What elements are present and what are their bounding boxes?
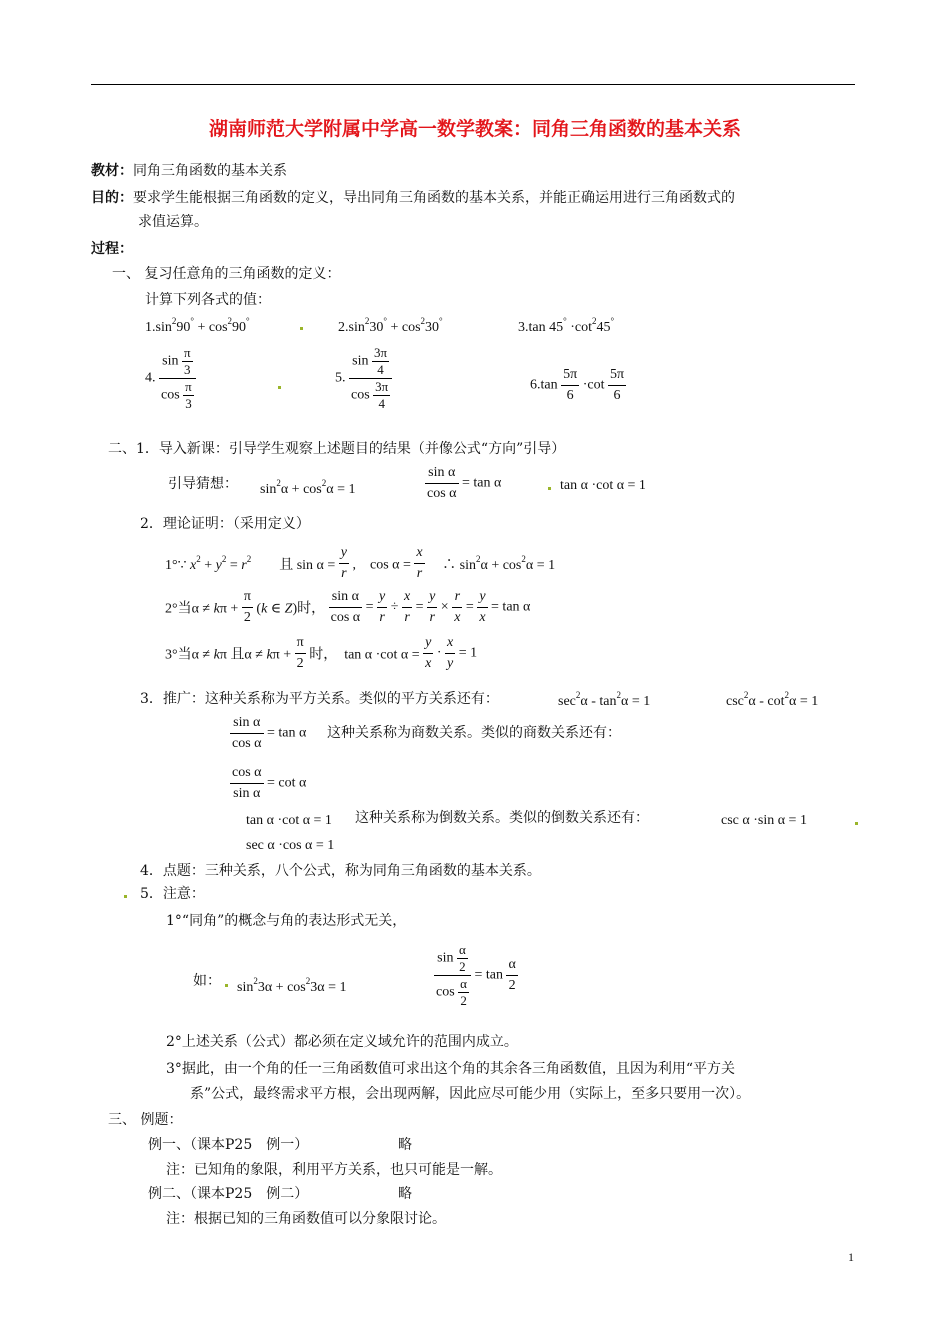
exercise-1: $1.\sin^290^\circ + \cos^290^\circ$ xyxy=(145,316,250,335)
proof-2: 2°当α ≠ kπ + $\frac{\pi}{2}$ (k ∈ Z)时， $\frac{\text{sin α}}{\text{cos α}}$ = $\frac{y}{r}$ ÷ $\frac{x}{r}$ = $\frac{y}{r}$ × $\frac{r}{x}$ = $\frac{y}{x}$ = tan α xyxy=(165,589,531,625)
note-1-example-formula-2: sin $\frac{\alpha}{2}$ cos $\frac{\alpha}{2}$ = tan $\frac{\alpha}{2}$ xyxy=(436,942,516,1008)
process-label: 过程： xyxy=(91,241,133,257)
quotient-text: 这种关系称为商数关系。类似的商数关系还有： xyxy=(327,725,621,741)
proof-1: 1°∵ $x^2 + y^2 = r^2$ 且 sin α = $\frac{y}{r}$ , cos α = $\frac{x}{r}$ ∴ $\sin^2\alpha + \cos^2\alpha = 1$ xyxy=(165,545,556,581)
reciprocal-relation: tan α ·cot α = 1 xyxy=(246,813,332,828)
note-3-line-2: 系”公式，最终需求平方根，会出现两解，因此应尽可能少用（实际上，至多只要用一次）。 xyxy=(190,1086,751,1102)
section1-heading: 一、 复习任意角的三角函数的定义： xyxy=(112,266,341,282)
guess-label: 引导猜想： xyxy=(168,476,238,492)
reciprocal-text: 这种关系称为倒数关系。类似的倒数关系还有： xyxy=(355,810,649,826)
page-number: 1 xyxy=(848,1250,854,1264)
exercise-3: 3.tan $45^\circ \cdot\cot^245^\circ$ xyxy=(518,316,615,335)
example-1: 例一、（课本P25 例一） xyxy=(148,1137,309,1153)
section2-item3: 3．推广：这种关系称为平方关系。类似的平方关系还有： xyxy=(140,691,499,707)
decor-mark xyxy=(225,984,228,987)
note-1-example-label: 如： xyxy=(193,973,221,989)
exercise-2: $2.\sin^230^\circ + \cos^230^\circ$ xyxy=(338,316,443,335)
exercise-6: 6.tan $\frac{5\pi}{6}$ ·cot $\frac{5\pi}{6}$ xyxy=(530,367,625,403)
page-title: 湖南师范大学附属中学高一数学教案：同角三角函数的基本关系 xyxy=(208,118,741,140)
note-1-example-formula-1: $\sin^23\alpha + \cos^23\alpha = 1$ xyxy=(237,976,347,995)
proof-3: 3°当α ≠ kπ 且α ≠ kπ + $\frac{\pi}{2}$ 时， tan α ·cot α = $\frac{y}{x}$ · $\frac{x}{y}$ = 1 xyxy=(165,635,478,671)
goal-text-1: 要求学生能根据三角函数的定义，导出同角三角函数的基本关系，并能正确运用进行三角函数式的 xyxy=(133,190,735,206)
note-1: 1°“同角”的概念与角的表达形式无关， xyxy=(166,913,407,929)
reciprocal-relation-sec: sec α ·cos α = 1 xyxy=(246,838,335,853)
square-relation-csc: $\csc^2\alpha - \cot^2\alpha = 1$ xyxy=(726,690,819,709)
example-2-answer: 略 xyxy=(398,1186,412,1202)
material-text: 同角三角函数的基本关系 xyxy=(133,163,287,179)
square-relation-sec: $\sec^2\alpha - \tan^2\alpha = 1$ xyxy=(558,690,651,709)
example-2-note: 注：根据已知的三角函数值可以分象限讨论。 xyxy=(166,1211,446,1227)
decor-mark xyxy=(124,895,127,898)
note-2: 2°上述关系（公式）都必须在定义域允许的范围内成立。 xyxy=(166,1034,518,1050)
decor-mark xyxy=(548,487,551,490)
guess-formula-1: $\sin^2\alpha + \cos^2\alpha = 1$ xyxy=(260,478,356,497)
guess-formula-3: tan α ·cot α = 1 xyxy=(560,478,646,493)
section2-item4: 4．点题：三种关系，八个公式，称为同角三角函数的基本关系。 xyxy=(140,863,541,879)
note-3-line-1: 3°据此，由一个角的任一三角函数值可求出这个角的其余各三角函数值，且因为利用“平方关 xyxy=(166,1061,736,1077)
goal-label: 目的： xyxy=(91,190,133,206)
section2-item2: 2．理论证明：（采用定义） xyxy=(140,516,310,532)
decor-mark xyxy=(278,386,281,389)
section1-sub: 计算下列各式的值： xyxy=(145,292,271,308)
exercise-4: 4. sin $\frac{\pi}{3}$ cos $\frac{\pi}{3}$ xyxy=(145,345,196,412)
decor-mark xyxy=(855,822,858,825)
example-2: 例二、（课本P25 例二） xyxy=(148,1186,309,1202)
material-label: 教材： xyxy=(91,163,133,179)
quotient-relation-cot: $\frac{\text{cos α}}{\text{sin α}}$ = cot α xyxy=(232,765,307,801)
header-rule xyxy=(91,84,855,85)
decor-mark xyxy=(300,327,303,330)
exercise-5: 5. sin $\frac{3\pi}{4}$ cos $\frac{3\pi}{4}$ xyxy=(335,345,392,412)
example-1-note: 注：已知角的象限，利用平方关系，也只可能是一解。 xyxy=(166,1162,502,1178)
section3-heading: 三、 例题： xyxy=(108,1112,183,1128)
goal-text-2: 求值运算。 xyxy=(138,214,208,230)
example-1-answer: 略 xyxy=(398,1137,412,1153)
material-line xyxy=(91,162,287,180)
section2-item5: 5．注意： xyxy=(140,886,205,902)
section2-item1: 二、1．导入新课：引导学生观察上述题目的结果（并像公式“方向”引导） xyxy=(108,441,566,457)
goal-line xyxy=(91,189,735,207)
quotient-relation: $\frac{\text{sin α}}{\text{cos α}}$ = tan α xyxy=(232,715,307,751)
guess-formula-2: $\frac{\text{sin α}}{\text{cos α}}$ = tan α xyxy=(427,465,502,501)
reciprocal-relation-csc: csc α ·sin α = 1 xyxy=(721,813,807,828)
